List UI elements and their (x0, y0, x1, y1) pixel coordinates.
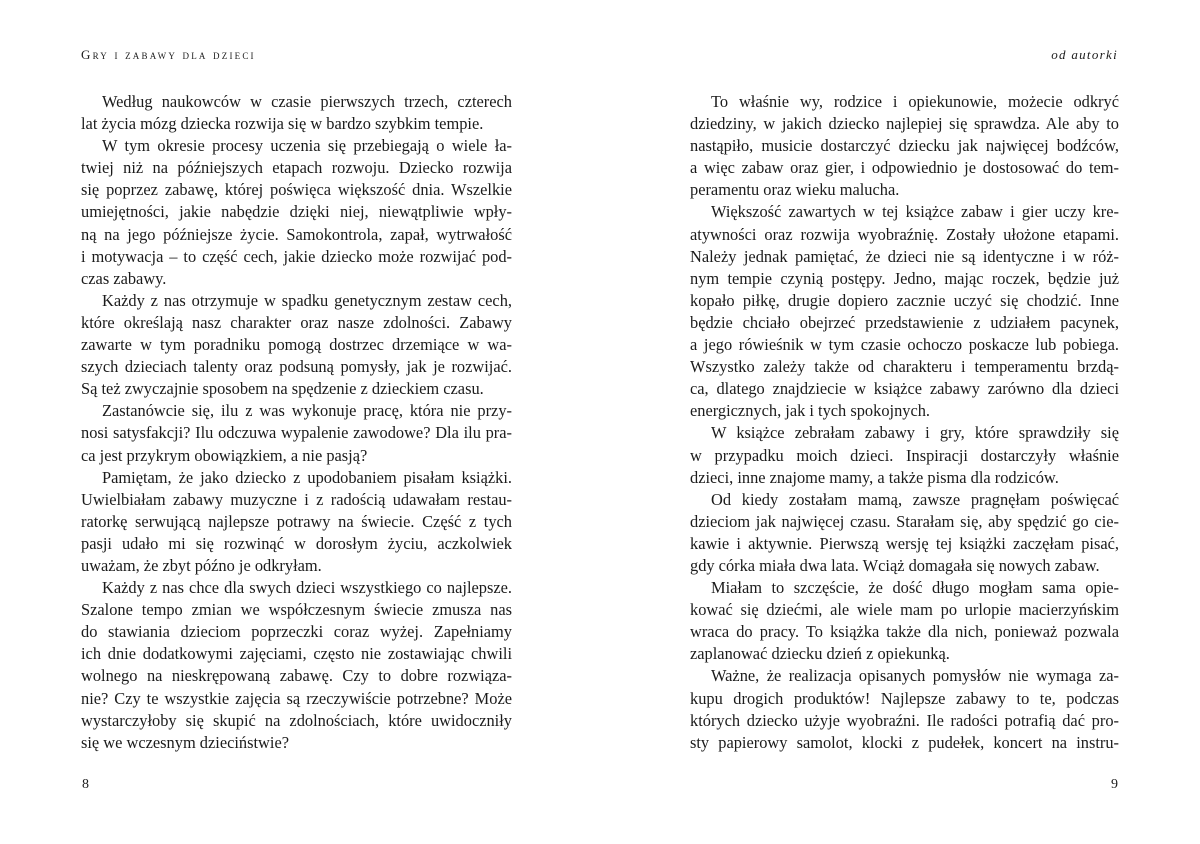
text-line: peramentu oraz wieku malucha. (690, 180, 900, 200)
text-line: nastąpiło, musicie dostarczyć dziecku jak najwięcej bodźców, (690, 136, 1119, 156)
text-line: energicznych, jak i tych spokojnych. (690, 401, 931, 421)
text-line: atywności oraz rozwija wyobraźnię. Zostały ułożone etapami. (690, 224, 1119, 244)
text-line: a więc zabaw oraz gier, i odpowiednio je dostosować do tem- (690, 158, 1119, 178)
text-line: które określają nasz charakter oraz nasze zdolności. Zabawy (81, 312, 512, 332)
text-line: dzieci, inne znajome mamy, a także pisma dla rodziców. (690, 467, 1059, 487)
text-line: pasji udało mi się rozwinąć w dorosłym życiu, aczkolwiek (81, 533, 512, 553)
text-line: Miałam to szczęście, że dość długo mogłam sama opie- (711, 578, 1119, 598)
text-line: Od kiedy zostałam mamą, zawsze pragnęłam poświęcać (711, 489, 1119, 509)
text-line: W książce zebrałam zabawy i gry, które sprawdziły się (711, 423, 1119, 443)
text-line: Według naukowców w czasie pierwszych trzech, czterech (102, 92, 512, 111)
text-line: kować się dziećmi, ale wiele mam po urlopie macierzyńskim (690, 600, 1119, 620)
text-line: czas zabawy. (81, 268, 167, 288)
text-line: W tym okresie procesy uczenia się przebiegają o wiele ła- (102, 136, 512, 156)
text-line: Wszystko zależy także od charakteru i temperamentu brzdą- (690, 357, 1119, 377)
body-text (81, 91, 512, 754)
text-line: Zastanówcie się, ilu z was wykonuje pracę, która nie przy- (102, 401, 512, 421)
text-line: wystarczyłoby się skupić na zdolnościach, które uwidoczniły (81, 710, 512, 730)
text-line: dziedziny, w jakich dziecko najlepiej się sprawdza. Ale aby to (690, 114, 1119, 134)
text-line: wolnego na nieskrępowaną zabawę. Czy to dobre rozwiąza- (81, 666, 512, 686)
page-number: 8 (82, 777, 89, 792)
text-line: nie? Czy te wszystkie zajęcia są rzeczywiście potrzebne? Może (81, 688, 512, 708)
text-line: i motywacja – to część cech, jakie dziecko może rozwijać pod- (81, 246, 512, 266)
text-line: gdy córka miała dwa lata. Wciąż domagała się nowych zabaw. (690, 555, 1100, 575)
text-line: Należy jednak pamiętać, że dzieci nie są identyczne i w róż- (690, 246, 1119, 266)
text-line: lat życia mózg dziecka rozwija się w bardzo szybkim tempie. (81, 114, 484, 134)
text-line: twiej niż na późniejszych etapach rozwoju. Dziecko rozwija (81, 158, 512, 178)
text-line: To właśnie wy, rodzice i opiekunowie, możecie odkryć (711, 92, 1119, 111)
text-line: Szalone tempo zmian we współczesnym świecie zmusza nas (81, 600, 512, 620)
text-line: dzieciom jak najwięcej czasu. Starałam się, aby spędzić go cie- (690, 511, 1119, 531)
text-line: zawarte w tym poradniku pomogą dostrzec drzemiące w wa- (81, 335, 512, 355)
text-line: Pamiętam, że jako dziecko z upodobaniem pisałam książki. (102, 467, 512, 487)
text-line: Większość zawartych w tej książce zabaw i gier uczy kre- (711, 202, 1119, 222)
text-line: nym tempie czynią postępy. Jedno, mając roczek, będzie już (690, 268, 1119, 288)
text-line: Każdy z nas otrzymuje w spadku genetycznym zestaw cech, (102, 290, 512, 310)
running-head: od autorki (1051, 47, 1118, 62)
text-line: się poprzez zabawę, której poświęca większość dnia. Wszelkie (81, 180, 512, 200)
text-line: ich dnie dodatkowymi zajęciami, często nie zostawiając chwili (81, 644, 512, 664)
right-page (600, 0, 1200, 844)
text-line: się we wczesnym dzieciństwie? (81, 732, 289, 752)
text-line: szych dzieciach talenty oraz podsuną pomysły, jak je rozwijać. (81, 357, 512, 377)
text-line: ratorkę serwującą najlepsze potrawy na świecie. Część z tych (81, 511, 512, 531)
text-line: Każdy z nas chce dla swych dzieci wszystkiego co najlepsze. (102, 578, 512, 598)
body-text (690, 91, 1119, 754)
text-line: a jego rówieśnik w tym czasie ochoczo poskacze lub pobiega. (690, 335, 1119, 355)
text-line: kopało piłkę, drugie dopiero zacznie uczyć się chodzić. Inne (690, 290, 1119, 310)
text-line: uważam, że zbyt późno je odkryłam. (81, 555, 322, 575)
text-line: w przypadku moich dzieci. Inspiracji dostarczyły właśnie (690, 445, 1119, 465)
text-line: nosi satysfakcji? Ilu odczuwa wypalenie zawodowe? Dla ilu pra- (81, 423, 512, 443)
running-head: Gry i zabawy dla dzieci (81, 47, 256, 62)
page-number: 9 (1111, 777, 1118, 792)
text-line: do stawiania dzieciom poprzeczki coraz wyżej. Zapełniamy (81, 622, 512, 642)
text-line: zaplanować dziecku dzień z opiekunką. (690, 644, 950, 664)
text-line: umiejętności, jakie nabędzie dzięki niej, niewątpliwie wpły- (81, 202, 512, 222)
text-line: kawie i aktywnie. Pierwszą wersję tej książki zaczęłam pisać, (690, 533, 1119, 553)
text-line: wraca do pracy. To książka także dla nich, ponieważ pozwala (690, 622, 1119, 642)
text-line: sty papierowy samolot, klocki z pudełek, koncert na instru- (690, 732, 1119, 752)
text-line: Są też zwyczajnie sposobem na spędzenie z dzieckiem czasu. (81, 379, 484, 399)
text-line: których dziecko użyje wyobraźni. Ile radości potrafią dać pro- (690, 710, 1119, 730)
text-line: będzie chciało obejrzeć przedstawienie z udziałem pacynek, (690, 312, 1119, 332)
text-line: ną na jego późniejsze życie. Samokontrola, zapał, wytrwałość (81, 224, 512, 244)
text-line: kupu drogich produktów! Najlepsze zabawy to te, podczas (690, 688, 1119, 708)
text-line: Uwielbiałam zabawy muzyczne i z radością udawałam restau- (81, 489, 512, 509)
text-line: ca, dlatego znajdziecie w książce zabawy zarówno dla dzieci (690, 379, 1119, 399)
text-line: Ważne, że realizacja opisanych pomysłów nie wymaga za- (711, 666, 1119, 686)
text-line: ca jest przykrym obowiązkiem, a nie pasją? (81, 445, 368, 465)
